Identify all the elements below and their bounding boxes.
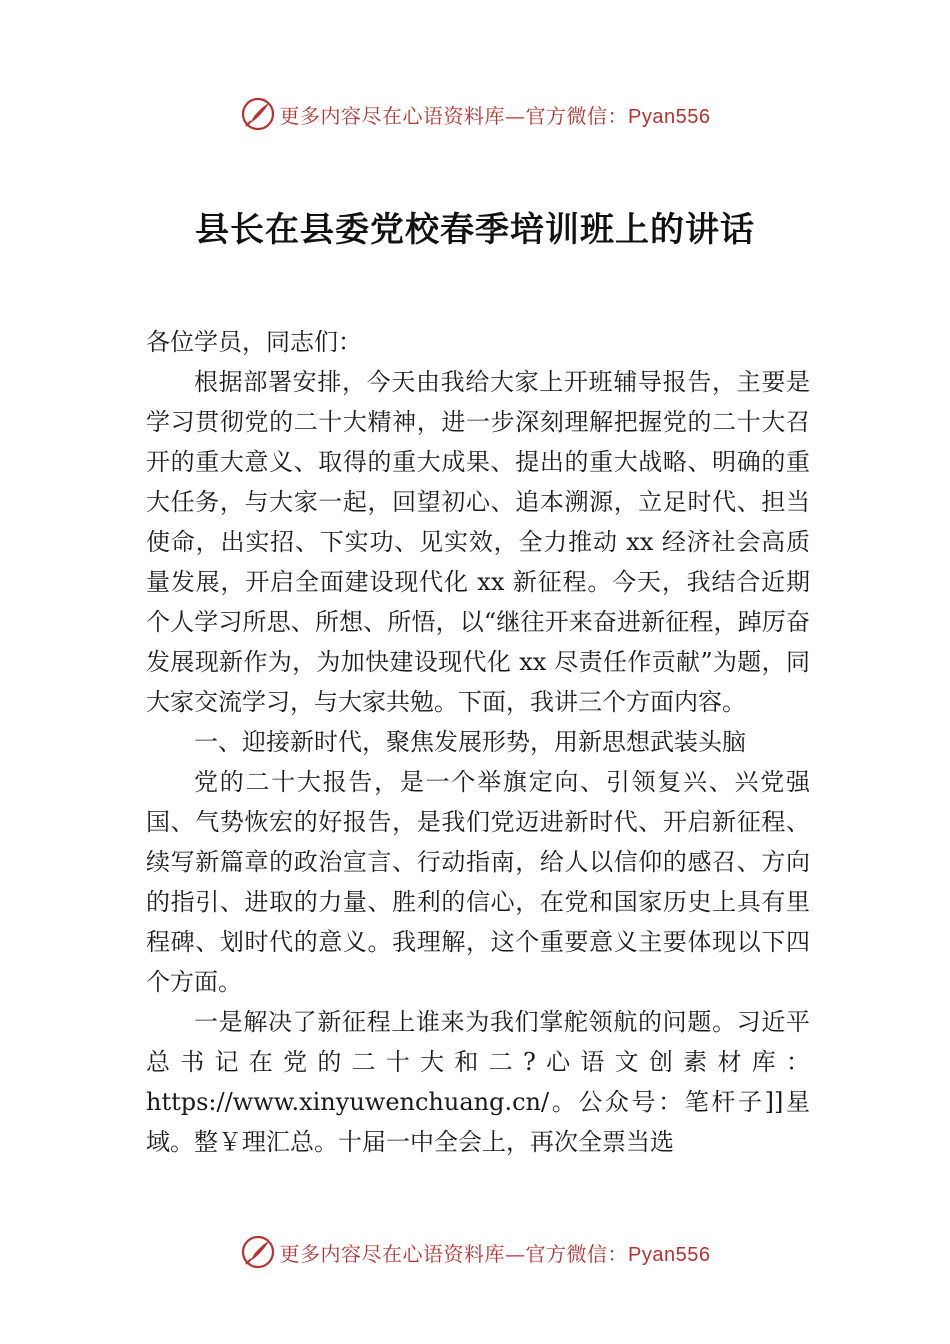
document-title: 县长在县委党校春季培训班上的讲话 (195, 210, 755, 250)
paragraph-intro: 根据部署安排，今天由我给大家上开班辅导报告，主要是学习贯彻党的二十大精神，进一步深刻理解把握党的二十大召开的重大意义、取得的重大成果、提出的重大战略、明确的重大任务，与大家一起，回望初心、追本溯源，立足时代、担当使命，出实招、下实功、见实效，全力推动 xx 经济社会高质量发展，开启全面建设现代化 xx 新征程。今天，我结合近期个人学习所思、所想、所悟，以“继往开来奋进新征程，踔厉奋发展现新作为，为加快建设现代化 xx 尽责任作贡献”为题，同大家交流学习，与大家共勉。下面，我讲三个方面内容。 (146, 368, 810, 716)
footer-watermark-banner (0, 1232, 950, 1272)
salutation: 各位学员，同志们： (146, 328, 362, 356)
watermark-text (280, 1238, 711, 1267)
quill-pen-logo-icon (240, 96, 276, 132)
quill-pen-logo-icon (240, 1234, 276, 1270)
wechat-id: Pyan556 (628, 105, 711, 128)
section-heading: 一、迎接新时代，聚焦发展形势，用新思想武装头脑 (194, 728, 746, 756)
wechat-id: Pyan556 (628, 1243, 711, 1266)
header-watermark-banner (0, 94, 950, 134)
document-body (146, 322, 810, 1162)
paragraph-significance: 党的二十大报告，是一个举旗定向、引领复兴、兴党强国、气势恢宏的好报告，是我们党迈进新时代、开启新征程、续写新篇章的政治宣言、行动指南，给人以信仰的感召、方向的指引、进取的力量、胜利的信心，在党和国家历史上具有里程碑、划时代的意义。我理解，这个重要意义主要体现以下四个方面。 (146, 768, 810, 996)
watermark-label: 更多内容尽在心语资料库—官方微信： (279, 1241, 629, 1266)
paragraph-point-one: 一是解决了新征程上谁来为我们掌舵领航的问题。习近平总书记在党的二十大和二?心语文创素材库：https://www.xinyuwenchuang.cn/。公众号：笔杆子]]星域。整￥理汇总。十届一中全会上，再次全票当选 (146, 1008, 810, 1156)
watermark-label: 更多内容尽在心语资料库—官方微信： (279, 103, 629, 128)
watermark-text (280, 100, 711, 129)
